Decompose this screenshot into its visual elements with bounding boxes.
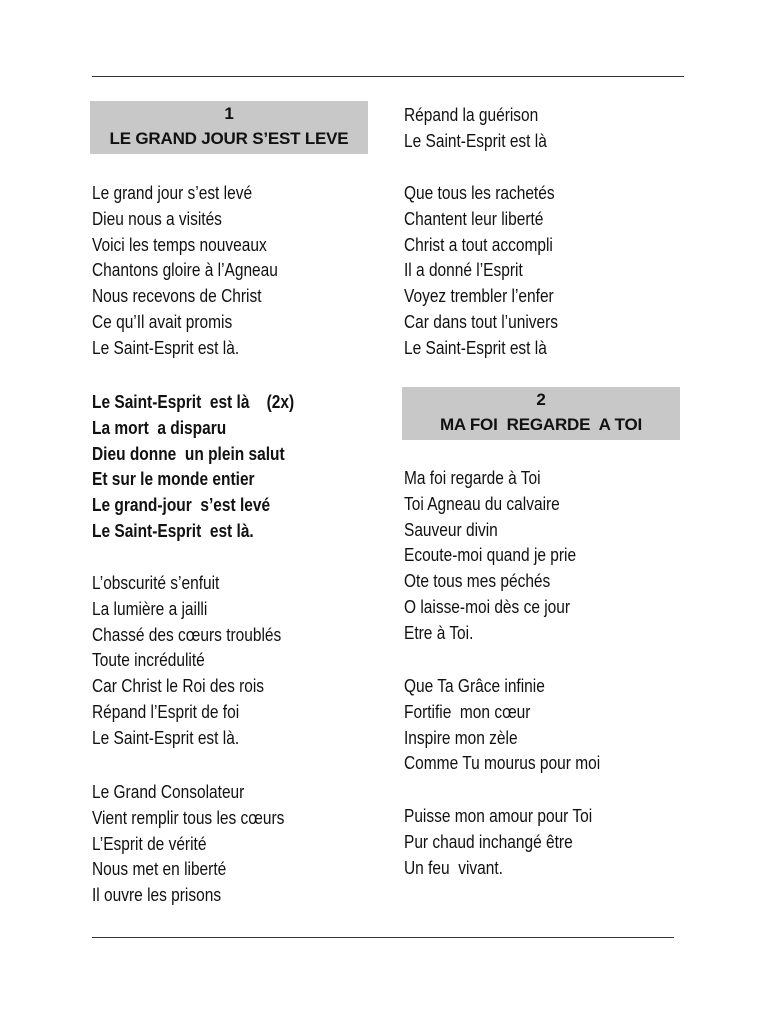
song-1-stanza-3 [92,780,316,909]
lyric-line: La lumière a jailli [92,598,208,619]
lyric-line: Que tous les rachetés [404,183,555,203]
lyric-line: Puisse mon amour pour Toi [404,806,593,826]
lyric-line: Voici les temps nouveaux [92,234,267,255]
song-2-heading [402,387,680,440]
lyric-line: Nous recevons de Christ [92,286,262,307]
lyric-line: Répand l’Esprit de foi [92,701,240,722]
song-2-stanza-2 [404,674,632,777]
song-2-stanza-3 [404,804,623,881]
song-1-chorus [92,390,327,545]
lyric-line: Comme Tu mourus pour moi [404,753,601,774]
bottom-rule [92,937,674,938]
lyric-line: Le grand jour s’est levé [92,183,253,203]
chorus-line: Le Saint-Esprit est là (2x) [92,392,295,412]
top-rule [92,76,684,77]
lyric-line: Sauveur divin [404,519,498,540]
lyric-line: Le Saint-Esprit est là. [92,727,240,748]
chorus-line: Le grand-jour s’est levé [92,495,271,516]
song-1-stanza-4 [404,181,583,362]
lyric-line: Répand la guérison [404,105,539,125]
lyric-line: Chantons gloire à l’Agneau [92,260,278,281]
lyric-line: Le Saint-Esprit est là [404,337,547,358]
chorus-line: Et sur le monde entier [92,469,255,490]
lyric-line: Ote tous mes péchés [404,571,551,592]
lyric-line: Chantent leur liberté [404,208,544,229]
lyric-line: O laisse-moi dès ce jour [404,596,571,617]
lyric-line: Que Ta Grâce infinie [404,676,545,696]
song-1-stanza-3-continued [404,103,570,155]
song-1-number: 1 [224,104,234,123]
lyric-line: Il a donné l’Esprit [404,260,523,281]
lyric-line: Il ouvre les prisons [92,885,222,906]
lyric-line: Le Saint-Esprit est là. [92,337,240,358]
lyric-line: Christ a tout accompli [404,234,553,255]
lyric-line: Toute incrédulité [92,650,205,671]
chorus-line: Dieu donne un plein salut [92,443,285,464]
lyric-line: Car dans tout l’univers [404,311,559,332]
lyric-line: Car Christ le Roi des rois [92,676,265,697]
lyric-line: Un feu vivant. [404,857,503,878]
song-2-title: MA FOI REGARDE A TOI [439,415,643,434]
lyric-line: Le Saint-Esprit est là [404,130,547,151]
lyric-line: Vient remplir tous les cœurs [92,807,285,828]
lyric-line: Chassé des cœurs troublés [92,624,282,645]
song-2-stanza-1 [404,466,604,647]
lyric-line: Nous met en liberté [92,859,227,880]
lyric-line: L’Esprit de vérité [92,833,207,854]
lyric-line: L’obscurité s’enfuit [92,573,220,593]
lyric-line: Voyez trembler l’enfer [404,286,554,307]
lyric-line: Dieu nous a visités [92,208,222,229]
lyric-line: Toi Agneau du calvaire [404,493,560,514]
lyric-line: Ce qu’Il avait promis [92,311,233,332]
chorus-line: La mort a disparu [92,417,227,438]
lyric-line: Pur chaud inchangé être [404,831,573,852]
song-1-stanza-1 [92,181,308,362]
lyric-line: Ma foi regarde à Toi [404,468,541,488]
chorus-line: Le Saint-Esprit est là. [92,520,254,541]
song-1-title: LE GRAND JOUR S’EST LEVE [109,129,349,148]
lyric-line: Le Grand Consolateur [92,782,245,802]
song-1-heading [90,101,368,154]
song-2-number: 2 [536,390,546,409]
lyric-line: Inspire mon zèle [404,727,518,748]
lyric-line: Etre à Toi. [404,622,474,643]
lyric-line: Ecoute-moi quand je prie [404,545,577,566]
lyric-line: Fortifie mon cœur [404,701,531,722]
song-1-stanza-2 [92,571,312,752]
